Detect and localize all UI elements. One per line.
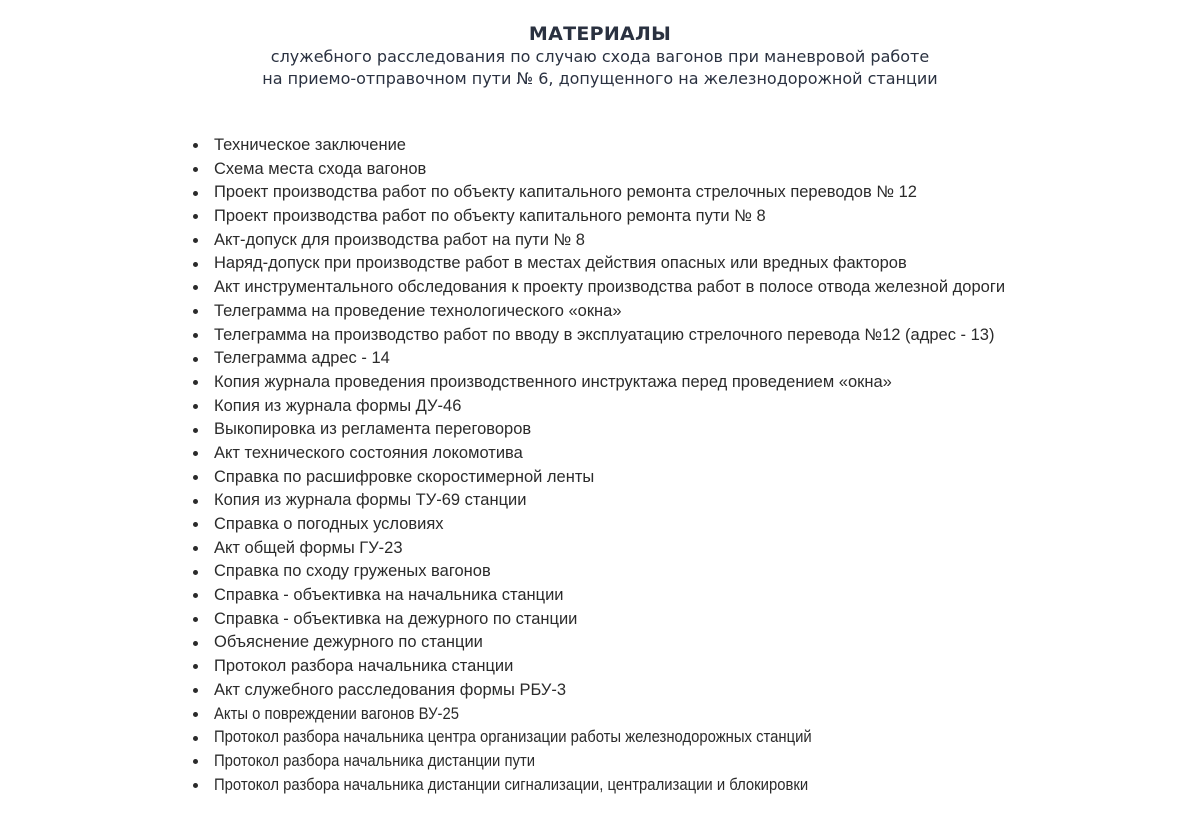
list-item-text: Телеграмма адрес - 14 [214, 349, 390, 368]
list-item [190, 395, 1005, 419]
bullet-icon [193, 143, 198, 148]
bullet-icon [193, 783, 198, 788]
list-item-text: Протокол разбора начальника дистанции сигнализации, централизации и блокировки [214, 775, 809, 794]
list-item-text: Копия из журнала формы ДУ-46 [214, 396, 462, 415]
list-item [190, 442, 1005, 466]
document-subtitle-line-1: служебного расследования по случаю схода вагонов при маневровой работе [270, 47, 930, 66]
bullet-icon [193, 593, 198, 598]
list-item [190, 134, 1005, 158]
bullet-icon [193, 475, 198, 480]
list-item [190, 418, 1005, 442]
list-item-text: Акт общей формы ГУ-23 [214, 538, 403, 557]
list-item-text: Акт инструментального обследования к проекту производства работ в полосе отвода железной дороги [214, 278, 1006, 297]
bullet-icon [193, 664, 198, 669]
bullet-icon [193, 191, 198, 196]
list-item-text: Справка по сходу груженых вагонов [214, 562, 491, 581]
list-item [190, 560, 1005, 584]
bullet-icon [193, 262, 198, 267]
list-item-text: Копия из журнала формы ТУ-69 станции [214, 491, 527, 510]
bullet-icon [193, 522, 198, 527]
list-item [190, 252, 1005, 276]
list-item [190, 679, 1005, 703]
list-item [190, 703, 1005, 727]
bullet-icon [193, 759, 198, 764]
list-item-text: Справка - объективка на начальника станции [214, 586, 564, 605]
bullet-icon [193, 428, 198, 433]
bullet-icon [193, 214, 198, 219]
list-item-text: Акты о повреждении вагонов ВУ-25 [214, 704, 459, 723]
bullet-icon [193, 238, 198, 243]
list-item-text: Протокол разбора начальника дистанции пути [214, 751, 536, 770]
list-item-text: Протокол разбора начальника станции [214, 657, 514, 676]
list-item [190, 300, 1005, 324]
list-item [190, 513, 1005, 537]
list-item [190, 726, 1005, 750]
list-item [190, 489, 1005, 513]
bullet-icon [193, 333, 198, 338]
bullet-icon [193, 546, 198, 551]
list-item [190, 631, 1005, 655]
bullet-icon [193, 641, 198, 646]
list-item [190, 466, 1005, 490]
list-item-text: Акт-допуск для производства работ на пути № 8 [214, 230, 585, 249]
list-item-text: Техническое заключение [214, 136, 406, 154]
bullet-icon [193, 570, 198, 575]
bullet-icon [193, 712, 198, 717]
document-title: МАТЕРИАЛЫ [528, 23, 672, 45]
list-item [190, 347, 1005, 371]
list-item [190, 276, 1005, 300]
list-item-text: Объяснение дежурного по станции [214, 633, 483, 652]
list-item-text: Проект производства работ по объекту капитального ремонта стрелочных переводов № 12 [214, 183, 917, 202]
list-item-text: Телеграмма на производство работ по вводу в эксплуатацию стрелочного перевода №12 (адрес - 13) [214, 325, 995, 344]
document-subtitle-line-2: на приемо-отправочном пути № 6, допущенного на железнодорожной станции [262, 69, 938, 88]
bullet-icon [193, 736, 198, 741]
list-item [190, 229, 1005, 253]
list-item [190, 774, 1005, 798]
list-item-text: Акт технического состояния локомотива [214, 443, 523, 462]
list-item-text: Проект производства работ по объекту капитального ремонта пути № 8 [214, 207, 766, 226]
bullet-icon [193, 357, 198, 362]
list-item-text: Схема места схода вагонов [214, 159, 427, 178]
document-header [0, 22, 1200, 90]
list-item-text: Наряд-допуск при производстве работ в местах действия опасных или вредных факторов [214, 254, 907, 273]
list-item-text: Телеграмма на проведение технологического «окна» [214, 301, 622, 320]
list-item-text: Выкопировка из регламента переговоров [214, 420, 532, 439]
list-item [190, 750, 1005, 774]
list-item-text: Протокол разбора начальника центра организации работы железнодорожных станций [214, 728, 812, 747]
list-item-text: Акт служебного расследования формы РБУ-3 [214, 680, 567, 699]
list-item [190, 584, 1005, 608]
list-item-text: Копия журнала проведения производственного инструктажа перед проведением «окна» [214, 372, 892, 391]
bullet-icon [193, 309, 198, 314]
bullet-icon [193, 499, 198, 504]
bullet-icon [193, 167, 198, 172]
list-item-text: Справка - объективка на дежурного по станции [214, 609, 578, 628]
list-item [190, 205, 1005, 229]
materials-list [190, 134, 1005, 797]
list-item [190, 181, 1005, 205]
list-item-text: Справка о погодных условиях [214, 515, 444, 533]
bullet-icon [193, 380, 198, 385]
list-item-text: Справка по расшифровке скоростимерной ленты [214, 467, 595, 486]
list-item [190, 324, 1005, 348]
list-item [190, 655, 1005, 679]
list-item [190, 371, 1005, 395]
bullet-icon [193, 285, 198, 290]
bullet-icon [193, 688, 198, 693]
list-item [190, 537, 1005, 561]
list-item [190, 608, 1005, 632]
bullet-icon [193, 451, 198, 456]
list-item [190, 158, 1005, 182]
bullet-icon [193, 404, 198, 409]
bullet-icon [193, 617, 198, 622]
